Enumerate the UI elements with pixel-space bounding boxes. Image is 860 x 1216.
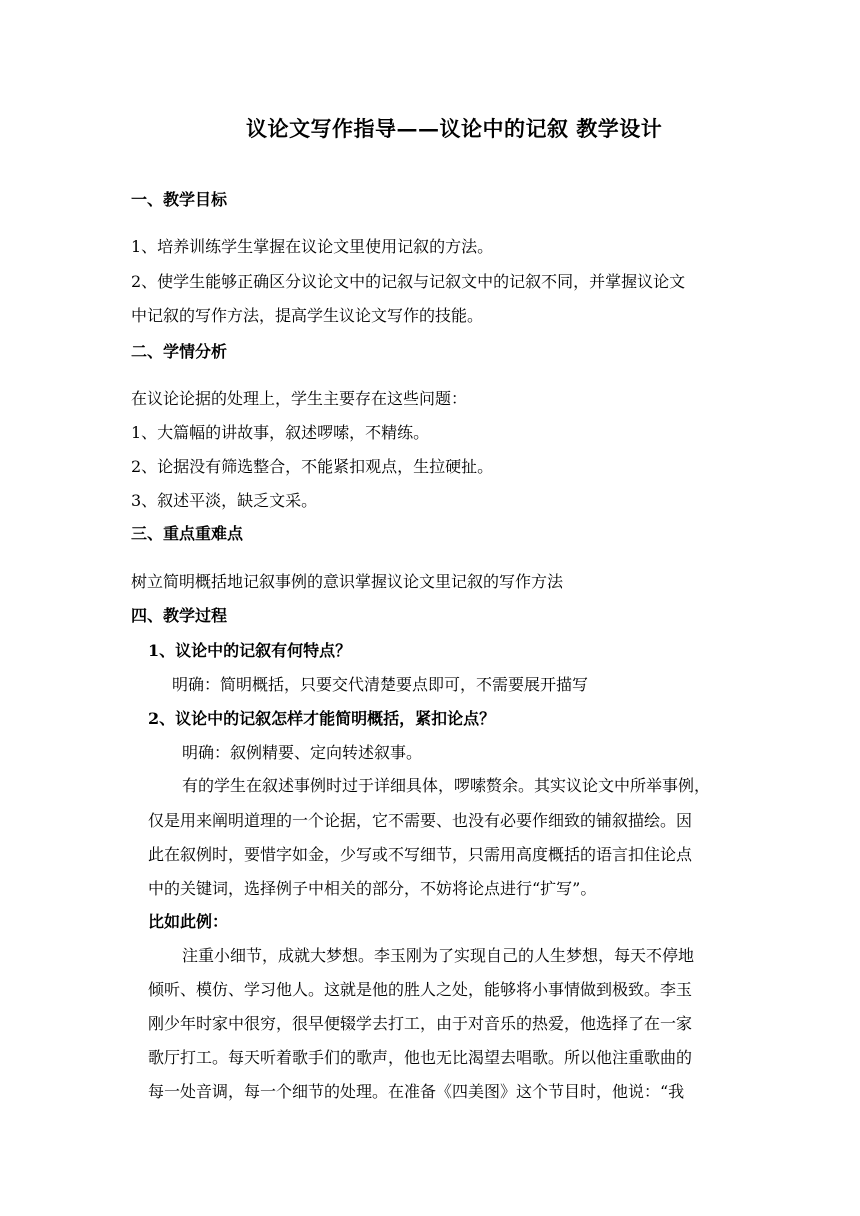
section-heading-process: 四、教学过程 xyxy=(131,606,228,625)
paragraph-2-line-2: 倾听、模仿、学习他人。这就是他的胜人之处，能够将小事情做到极致。李玉 xyxy=(148,980,693,999)
paragraph-1-line-3: 此在叙例时，要惜字如金，少写或不写细节，只需用高度概括的语言扣住论点 xyxy=(148,845,693,864)
analysis-item-2: 2、论据没有筛选整合，不能紧扣观点，生拉硬扯。 xyxy=(131,457,494,476)
paragraph-2-line-1: 注重小细节，成就大梦想。李玉刚为了实现自己的人生梦想，每天不停地 xyxy=(182,946,695,965)
paragraph-1-line-4: 中的关键词，选择例子中相关的部分，不妨将论点进行“扩写”。 xyxy=(148,879,597,898)
section-heading-analysis: 二、学情分析 xyxy=(131,342,228,361)
process-question-2: 2、议论中的记叙怎样才能简明概括，紧扣论点？ xyxy=(148,709,496,728)
process-answer-2: 明确：叙例精要、定向转述叙事。 xyxy=(182,743,423,762)
section-heading-key-points: 三、重点重难点 xyxy=(131,524,244,543)
example-label: 比如此例： xyxy=(148,912,229,931)
analysis-item-1: 1、大篇幅的讲故事，叙述啰嗦，不精练。 xyxy=(131,423,430,442)
analysis-item-3: 3、叙述平淡，缺乏文采。 xyxy=(131,491,318,510)
analysis-intro: 在议论论据的处理上，学生主要存在这些问题： xyxy=(131,389,468,408)
key-points-text: 树立简明概括地记叙事例的意识掌握议论文里记叙的写作方法 xyxy=(131,572,564,591)
objective-item-2-continued: 中记叙的写作方法，提高学生议论文写作的技能。 xyxy=(131,306,484,325)
paragraph-1-line-2: 仅是用来阐明道理的一个论据，它不需要、也没有必要作细致的铺叙描绘。因 xyxy=(148,811,693,830)
document-title: 议论文写作指导——议论中的记叙 教学设计 xyxy=(246,116,663,141)
process-question-1: 1、议论中的记叙有何特点？ xyxy=(148,641,352,660)
paragraph-2-line-5: 每一处音调，每一个细节的处理。在准备《四美图》这个节目时，他说：“我 xyxy=(148,1082,685,1101)
objective-item-1: 1、培养训练学生掌握在议论文里使用记叙的方法。 xyxy=(131,237,494,256)
process-answer-1: 明确：简明概括，只要交代清楚要点即可，不需要展开描写 xyxy=(172,675,589,694)
section-heading-objectives: 一、教学目标 xyxy=(131,190,228,209)
paragraph-2-line-3: 刚少年时家中很穷，很早便辍学去打工，由于对音乐的热爱，他选择了在一家 xyxy=(148,1014,693,1033)
paragraph-1-line-1: 有的学生在叙述事例时过于详细具体，啰嗦赘余。其实议论文中所举事例， xyxy=(182,776,711,795)
objective-item-2: 2、使学生能够正确区分议论文中的记叙与记叙文中的记叙不同，并掌握议论文 xyxy=(131,272,686,291)
paragraph-2-line-4: 歌厅打工。每天听着歌手们的歌声，他也无比渴望去唱歌。所以他注重歌曲的 xyxy=(148,1048,693,1067)
